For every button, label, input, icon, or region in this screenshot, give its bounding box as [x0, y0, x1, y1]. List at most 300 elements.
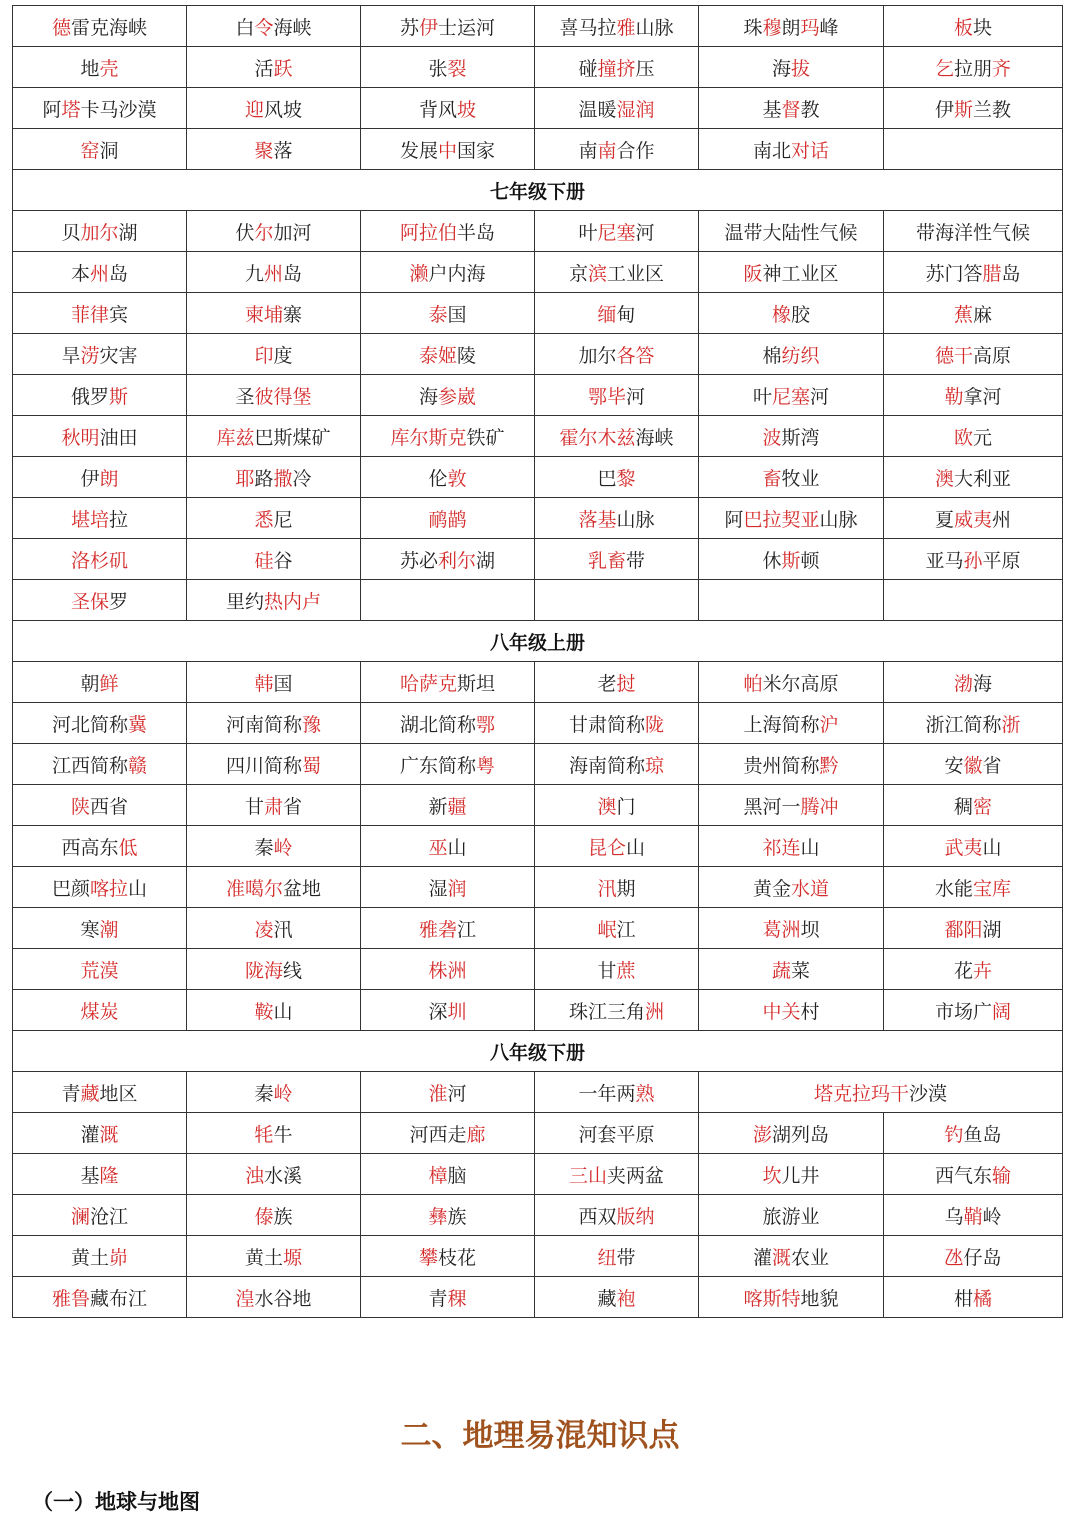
term-text: 岛 [283, 262, 303, 285]
term-cell [699, 662, 884, 703]
term-cell [187, 416, 361, 457]
term-text: 一年两 [578, 1082, 636, 1105]
term-text: 鱼岛 [963, 1123, 1002, 1146]
term-text: 山 [800, 836, 820, 859]
term-text: 藏 [597, 1287, 617, 1310]
term-text: 湖列岛 [772, 1123, 830, 1146]
term-cell [535, 1154, 699, 1195]
highlighted-char: 纺织 [781, 344, 820, 367]
term-text: 山 [273, 1000, 293, 1023]
term-cell [699, 785, 884, 826]
highlighted-char: 参崴 [438, 385, 477, 408]
vocabulary-table [12, 5, 1063, 1318]
highlighted-char: 乞 [934, 57, 954, 80]
highlighted-char: 三山 [568, 1164, 607, 1187]
table-row [13, 334, 1063, 375]
highlighted-char: 德 [51, 16, 71, 39]
term-cell [884, 1277, 1063, 1318]
term-cell [13, 1113, 187, 1154]
highlighted-char: 菲律 [70, 303, 109, 326]
highlighted-char: 斯 [781, 549, 801, 572]
term-text: 江 [457, 918, 477, 941]
term-text: 深 [428, 1000, 448, 1023]
highlighted-char: 雅鲁 [51, 1287, 90, 1310]
highlighted-char: 肃 [263, 795, 283, 818]
term-cell [13, 826, 187, 867]
term-text: 地 [80, 57, 100, 80]
table-row [13, 703, 1063, 744]
term-text: 基 [80, 1164, 100, 1187]
term-cell [361, 826, 535, 867]
term-text: 户内海 [428, 262, 486, 285]
term-cell [187, 88, 361, 129]
term-cell [884, 88, 1063, 129]
term-cell [884, 1154, 1063, 1195]
term-text: 拉 [109, 508, 129, 531]
table-row [13, 1031, 1063, 1072]
highlighted-char: 玛 [800, 16, 820, 39]
highlighted-char: 凌 [254, 918, 274, 941]
term-cell [13, 949, 187, 990]
term-text: 河 [626, 385, 646, 408]
term-cell [187, 1154, 361, 1195]
subsection-heading: （一）地球与地图 [32, 1490, 200, 1514]
highlighted-char: 溉 [99, 1123, 119, 1146]
term-text: 珠江三角 [568, 1000, 645, 1023]
highlighted-char: 缅 [597, 303, 617, 326]
term-text: 圣 [235, 385, 255, 408]
term-text: 顿 [800, 549, 820, 572]
term-text: 族 [273, 1205, 293, 1228]
highlighted-char: 蔬 [771, 959, 791, 982]
term-cell [361, 498, 535, 539]
highlighted-char: 蔗 [616, 959, 636, 982]
term-cell [13, 703, 187, 744]
table-row [13, 211, 1063, 252]
highlighted-char: 波 [762, 426, 782, 449]
highlighted-char: 齐 [992, 57, 1012, 80]
term-text: 江 [616, 918, 636, 941]
term-cell [187, 580, 361, 621]
term-cell [361, 334, 535, 375]
term-text: 巴斯煤矿 [254, 426, 331, 449]
highlighted-char: 洛杉矶 [70, 549, 128, 572]
term-text: 拉朋 [953, 57, 992, 80]
term-cell [13, 1154, 187, 1195]
table-row [13, 867, 1063, 908]
term-cell [884, 6, 1063, 47]
term-cell [13, 252, 187, 293]
highlighted-char: 株洲 [428, 959, 467, 982]
term-cell [361, 539, 535, 580]
term-text: 温暖 [578, 98, 617, 121]
table-row [13, 744, 1063, 785]
term-text: 安 [944, 754, 964, 777]
term-cell [187, 457, 361, 498]
term-text: 门 [616, 795, 636, 818]
term-text: 秦 [254, 1082, 274, 1105]
term-text: 带 [626, 549, 646, 572]
term-text: 本 [70, 262, 90, 285]
term-cell [699, 498, 884, 539]
term-text: 河西走 [409, 1123, 467, 1146]
term-cell [535, 539, 699, 580]
highlighted-char: 秋明 [61, 426, 100, 449]
term-cell [699, 580, 884, 621]
term-text: 牧业 [781, 467, 820, 490]
term-text: 带海洋性气候 [915, 221, 1030, 244]
term-text: 苏 [399, 16, 419, 39]
table-row [13, 375, 1063, 416]
term-text: 斯坦 [457, 672, 496, 695]
term-cell [884, 662, 1063, 703]
term-cell [13, 47, 187, 88]
term-text: 上海简称 [743, 713, 820, 736]
highlighted-char: 硅 [254, 549, 274, 572]
term-cell [13, 293, 187, 334]
term-cell [361, 990, 535, 1031]
term-cell [884, 1195, 1063, 1236]
term-text: 黄土 [244, 1246, 283, 1269]
term-text: 铁矿 [466, 426, 505, 449]
highlighted-char: 塔克拉玛干 [813, 1082, 909, 1105]
table-row [13, 621, 1063, 662]
term-cell [884, 744, 1063, 785]
highlighted-char: 牦 [254, 1123, 274, 1146]
term-cell [361, 867, 535, 908]
term-text: 喜马拉 [559, 16, 617, 39]
term-cell [13, 6, 187, 47]
term-text: 宾 [109, 303, 129, 326]
highlighted-char: 热内卢 [264, 590, 322, 613]
highlighted-char: 滨 [587, 262, 607, 285]
highlighted-char: 祁连 [762, 836, 801, 859]
term-cell [535, 498, 699, 539]
term-text: 冷 [292, 467, 312, 490]
highlighted-char: 裂 [447, 57, 467, 80]
table-row [13, 1154, 1063, 1195]
term-cell [361, 580, 535, 621]
highlighted-char: 拔 [791, 57, 811, 80]
term-cell [361, 908, 535, 949]
term-cell [699, 908, 884, 949]
term-text: 牛 [273, 1123, 293, 1146]
term-cell [187, 990, 361, 1031]
highlighted-char: 煤炭 [80, 1000, 119, 1023]
term-cell [699, 744, 884, 785]
term-cell [187, 1236, 361, 1277]
term-text: 山脉 [616, 508, 655, 531]
term-text: 伊 [80, 467, 100, 490]
term-text: 贝 [61, 221, 81, 244]
highlighted-char: 陕 [70, 795, 90, 818]
term-text: 灾害 [99, 344, 138, 367]
highlighted-char: 水道 [791, 877, 830, 900]
term-text: 雷克海峡 [71, 16, 148, 39]
term-cell [535, 662, 699, 703]
term-cell [187, 703, 361, 744]
term-cell [187, 47, 361, 88]
term-text: 西省 [90, 795, 129, 818]
term-text: 甘 [244, 795, 264, 818]
term-text: 西高东 [61, 836, 119, 859]
table-row [13, 170, 1063, 211]
term-cell [535, 949, 699, 990]
highlighted-char: 乳畜 [587, 549, 626, 572]
term-text: 大利亚 [954, 467, 1012, 490]
highlighted-char: 攀 [418, 1246, 438, 1269]
term-text: 河北简称 [51, 713, 128, 736]
term-text: 海峡 [635, 426, 674, 449]
highlighted-char: 柬埔 [244, 303, 283, 326]
highlighted-char: 潮 [99, 918, 119, 941]
term-cell [884, 867, 1063, 908]
term-text: 卡马沙漠 [80, 98, 157, 121]
table-row [13, 908, 1063, 949]
highlighted-char: 库尔斯克 [390, 426, 467, 449]
highlighted-char: 库兹 [216, 426, 255, 449]
term-text: 贵州简称 [743, 754, 820, 777]
term-cell [699, 826, 884, 867]
term-text: 平原 [982, 549, 1021, 572]
term-text: 地区 [99, 1082, 138, 1105]
term-text: 碰 [578, 57, 598, 80]
term-text: 胶 [791, 303, 811, 326]
term-cell [884, 949, 1063, 990]
term-text: 湿 [428, 877, 448, 900]
highlighted-char: 昆仑 [587, 836, 626, 859]
highlighted-char: 朗 [99, 467, 119, 490]
term-cell [699, 6, 884, 47]
term-cell [884, 457, 1063, 498]
term-text: 水谷地 [254, 1287, 312, 1310]
highlighted-char: 韩 [254, 672, 274, 695]
term-cell [13, 908, 187, 949]
term-text: 海峡 [273, 16, 312, 39]
term-text: 岛 [109, 262, 129, 285]
highlighted-char: 各答 [616, 344, 655, 367]
term-cell [699, 1154, 884, 1195]
term-cell [699, 375, 884, 416]
term-cell [884, 580, 1063, 621]
highlighted-char: 葛洲 [762, 918, 801, 941]
term-text: 新 [428, 795, 448, 818]
term-text: 张 [428, 57, 448, 80]
term-text: 南北 [752, 139, 791, 162]
term-text: 国 [273, 672, 293, 695]
term-text: 半岛 [457, 221, 496, 244]
term-text: 河 [447, 1082, 467, 1105]
term-text: 京 [568, 262, 588, 285]
highlighted-char: 壳 [99, 57, 119, 80]
table-row [13, 990, 1063, 1031]
highlighted-char: 徽 [963, 754, 983, 777]
highlighted-char: 坡 [457, 98, 477, 121]
term-cell [187, 867, 361, 908]
term-cell [361, 252, 535, 293]
term-text: 青 [61, 1082, 81, 1105]
term-cell [13, 785, 187, 826]
term-text: 路 [254, 467, 274, 490]
term-cell [187, 252, 361, 293]
highlighted-char: 樟 [428, 1164, 448, 1187]
term-cell [361, 949, 535, 990]
term-text: 黄土 [70, 1246, 109, 1269]
highlighted-char: 沪 [819, 713, 839, 736]
highlighted-char: 澳 [597, 795, 617, 818]
highlighted-char: 彝 [428, 1205, 448, 1228]
term-text: 湖 [982, 918, 1002, 941]
term-text: 河 [635, 221, 655, 244]
term-text: 带 [616, 1246, 636, 1269]
highlighted-char: 穆 [762, 16, 782, 39]
highlighted-char: 冀 [128, 713, 148, 736]
highlighted-char: 阪 [743, 262, 763, 285]
term-cell [13, 334, 187, 375]
term-cell [535, 703, 699, 744]
term-text: 朗 [781, 16, 801, 39]
term-text: 珠 [743, 16, 763, 39]
highlighted-char: 州 [89, 262, 109, 285]
highlighted-char: 跃 [273, 57, 293, 80]
term-cell [699, 457, 884, 498]
term-text: 枝花 [438, 1246, 477, 1269]
term-text: 老 [597, 672, 617, 695]
term-cell [13, 498, 187, 539]
term-cell [535, 1277, 699, 1318]
term-text: 兰教 [973, 98, 1012, 121]
term-text: 山脉 [635, 16, 674, 39]
term-text: 陵 [457, 344, 477, 367]
table-row [13, 293, 1063, 334]
highlighted-char: 塔 [61, 98, 81, 121]
term-text: 九 [244, 262, 264, 285]
term-cell [13, 88, 187, 129]
term-cell [699, 1113, 884, 1154]
highlighted-char: 鄂 [476, 713, 496, 736]
highlighted-char: 黔 [819, 754, 839, 777]
term-cell [884, 416, 1063, 457]
term-text: 黑河一 [743, 795, 801, 818]
table-row [13, 457, 1063, 498]
table-row [13, 416, 1063, 457]
highlighted-char: 傣 [254, 1205, 274, 1228]
term-cell [187, 293, 361, 334]
term-text: 块 [973, 16, 993, 39]
term-cell [13, 375, 187, 416]
highlighted-char: 巴拉契亚 [743, 508, 820, 531]
term-text: 四川简称 [225, 754, 302, 777]
highlighted-char: 粤 [476, 754, 496, 777]
term-cell [699, 990, 884, 1031]
term-cell [699, 211, 884, 252]
highlighted-char: 湟 [235, 1287, 255, 1310]
term-cell [361, 1195, 535, 1236]
term-cell [13, 1277, 187, 1318]
term-text: 教 [800, 98, 820, 121]
highlighted-char: 孙 [963, 549, 983, 572]
term-cell [187, 1277, 361, 1318]
term-text: 水能 [934, 877, 973, 900]
term-cell [699, 867, 884, 908]
term-text: 乌 [944, 1205, 964, 1228]
term-cell [361, 211, 535, 252]
term-cell [361, 457, 535, 498]
term-text: 背风 [418, 98, 457, 121]
term-cell [187, 129, 361, 170]
highlighted-char: 袍 [616, 1287, 636, 1310]
term-cell [187, 539, 361, 580]
term-text: 风坡 [264, 98, 303, 121]
highlighted-char: 陇海 [244, 959, 283, 982]
term-text: 米尔高原 [762, 672, 839, 695]
highlighted-char: 勒 [944, 385, 964, 408]
table-row [13, 6, 1063, 47]
term-text: 灌 [752, 1246, 772, 1269]
highlighted-char: 加尔 [80, 221, 119, 244]
term-text: 压 [635, 57, 655, 80]
highlighted-char: 悉 [254, 508, 274, 531]
highlighted-char: 德干 [934, 344, 973, 367]
highlighted-char: 浊 [244, 1164, 264, 1187]
term-text: 海 [418, 385, 438, 408]
highlighted-char: 鄱阳 [944, 918, 983, 941]
term-cell [699, 539, 884, 580]
term-text: 活 [254, 57, 274, 80]
term-text: 农业 [791, 1246, 830, 1269]
term-text: 白 [235, 16, 255, 39]
term-text: 州 [992, 508, 1012, 531]
term-text: 夹两盆 [607, 1164, 665, 1187]
term-cell [699, 1236, 884, 1277]
grade-section-header: 八年级下册 [13, 1031, 1063, 1072]
highlighted-char: 准噶尔 [225, 877, 283, 900]
highlighted-char: 蕉 [953, 303, 973, 326]
term-cell [884, 990, 1063, 1031]
term-cell [535, 990, 699, 1031]
term-text: 地貌 [800, 1287, 839, 1310]
highlighted-char: 塬 [283, 1246, 303, 1269]
term-cell [535, 908, 699, 949]
term-text: 温带大陆性气候 [724, 221, 858, 244]
highlighted-char: 斯 [953, 98, 973, 121]
highlighted-char: 帕 [743, 672, 763, 695]
term-cell [187, 662, 361, 703]
highlighted-char: 中 [437, 139, 457, 162]
highlighted-char: 尔 [254, 221, 274, 244]
highlighted-char: 雅 [616, 16, 636, 39]
highlighted-char: 阔 [992, 1000, 1012, 1023]
term-text: 村 [800, 1000, 820, 1023]
highlighted-char: 喀拉 [89, 877, 128, 900]
highlighted-char: 橡 [771, 303, 791, 326]
term-text: 寒 [80, 918, 100, 941]
term-cell [187, 1072, 361, 1113]
term-text: 河南简称 [225, 713, 302, 736]
term-text: 灌 [80, 1123, 100, 1146]
term-cell [699, 293, 884, 334]
term-text: 花 [953, 959, 973, 982]
term-text: 休 [762, 549, 782, 572]
term-cell [361, 129, 535, 170]
table-row [13, 1113, 1063, 1154]
highlighted-char: 利尔 [437, 549, 476, 572]
table-row [13, 88, 1063, 129]
highlighted-char: 汛 [597, 877, 617, 900]
table-row [13, 662, 1063, 703]
highlighted-char: 斯 [109, 385, 129, 408]
highlighted-char: 橘 [973, 1287, 993, 1310]
